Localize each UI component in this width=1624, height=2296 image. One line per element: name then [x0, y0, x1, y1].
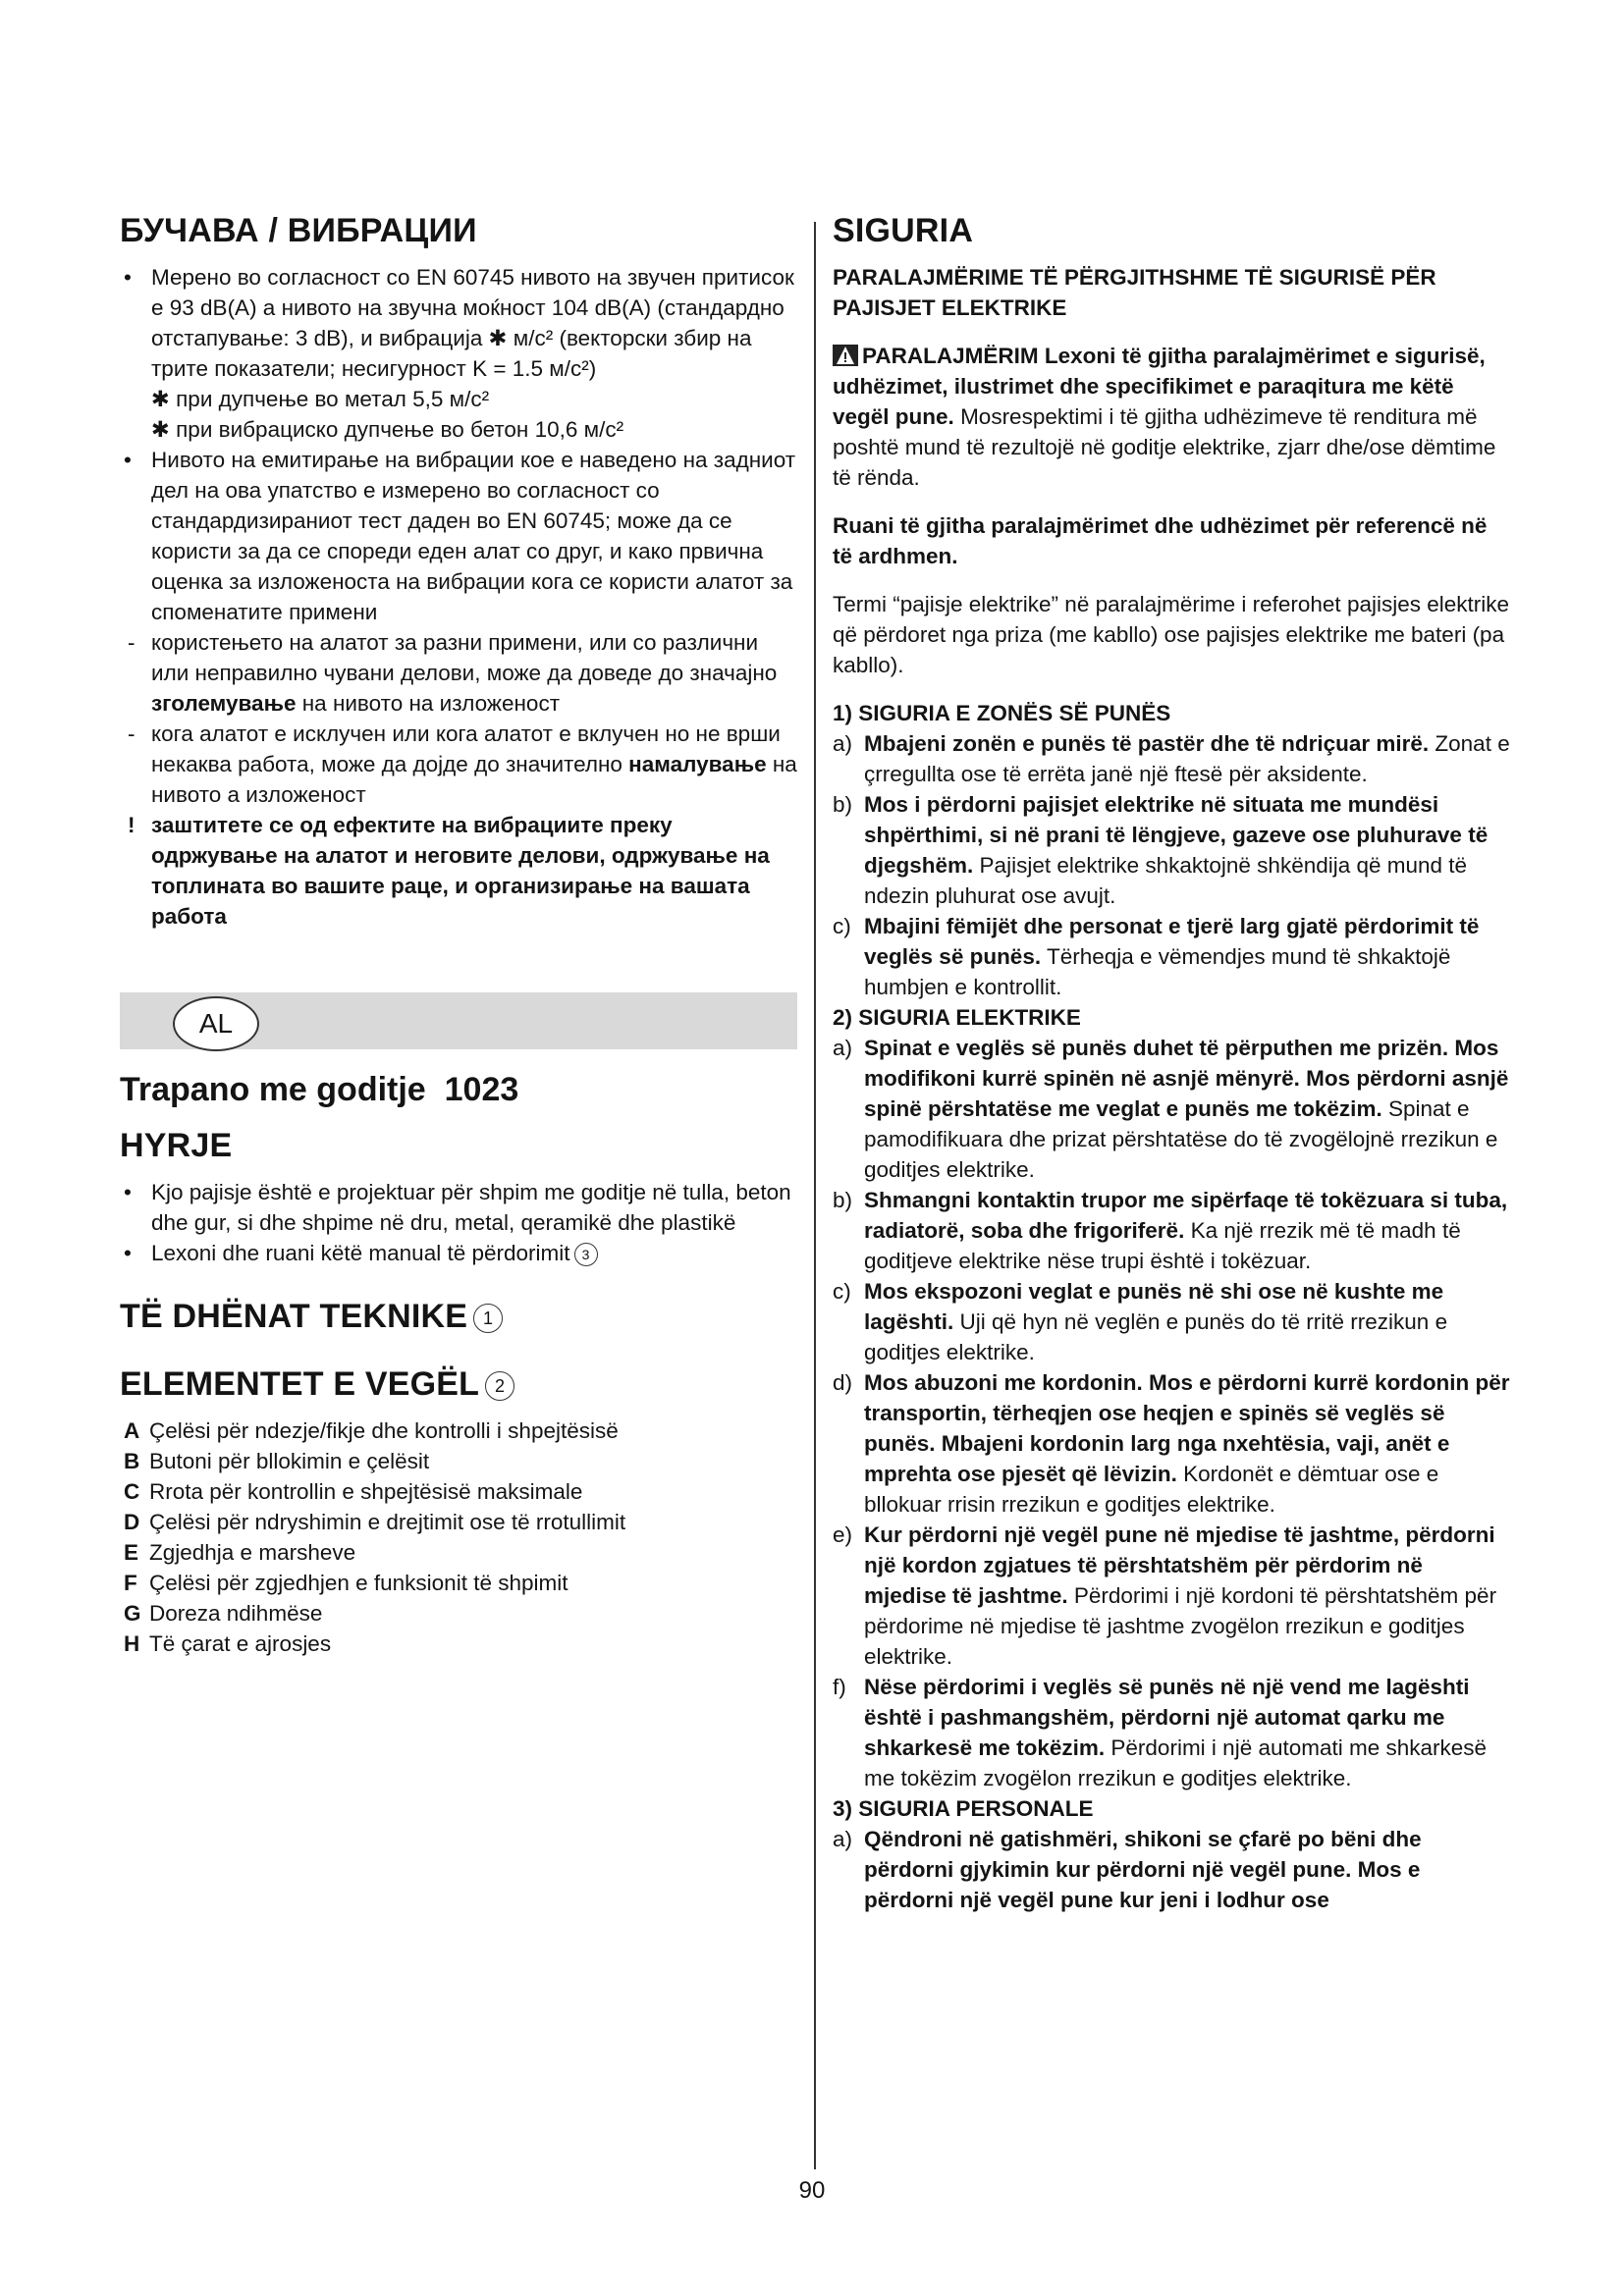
item-key: a): [833, 1036, 853, 1060]
asterisk-icon: ✱: [151, 417, 170, 442]
warning-text: Mosrespektimi i të gjitha udhëzimeve të renditura më poshtë mund të rezultojë në goditje elektrike, zjarr dhe/ose dëmtime të rënda.: [833, 404, 1496, 490]
element-key: E: [124, 1540, 139, 1565]
intro-text: Lexoni dhe ruani këtë manual të përdorimit: [151, 1241, 570, 1265]
general-warnings-heading: PARALAJMËRIME TË PËRGJITHSHME TË SIGURISË PËR PAJISJET ELEKTRIKE: [833, 265, 1436, 320]
element-item: [120, 1446, 797, 1476]
item-bold: Mos i përdorni pajisjet elektrike në situata me mundësi shpërthimi, si në prani të lëngjeve, gazeve ose pluhurave të djegshëm.: [864, 792, 1489, 878]
item-bold: Shmangni kontaktin trupor me sipërfaqe të tokëzuara si tuba, radiatorë, soba dhe frigoriferë.: [864, 1188, 1508, 1243]
element-item: [120, 1568, 797, 1598]
intro-title: HYRJE: [120, 1127, 233, 1164]
vibration-metal: при дупчење во метал 5,5 м/с²: [176, 387, 490, 411]
element-key: H: [124, 1631, 140, 1656]
vibration-list: [120, 445, 797, 627]
element-text: Zgjedhja e marsheve: [149, 1540, 356, 1565]
elements-list: [120, 1415, 797, 1659]
dash-text: користењето на алатот за разни примени, или со различни или неправилно чувани делови, може да доведе до значајно: [151, 630, 778, 685]
item-bold: Qëndroni në gatishmëri, shikoni se çfarë po bëni dhe përdorni gjykimin kur përdorni një vegël pune. Mos e përdorni një vegël pune kur jeni i lodhur ose: [864, 1827, 1422, 1912]
left-column: [120, 212, 797, 1659]
safety-item: [833, 1276, 1510, 1367]
dash-list: [120, 627, 797, 810]
item-key: f): [833, 1675, 846, 1699]
section-1-list: [833, 728, 1510, 1002]
list-item: [120, 627, 797, 719]
element-text: Rrota për kontrollin e shpejtësisë maksimale: [149, 1479, 583, 1504]
safety-item: [833, 1672, 1510, 1793]
dash-text: на нивото на изложеност: [301, 691, 560, 716]
safety-item: [833, 1033, 1510, 1185]
dash-bold: намалување: [628, 752, 767, 776]
element-text: Butoni për bllokimin e çelësit: [149, 1449, 430, 1473]
item-text: Përdorimi i një automati me shkarkesë me tokëzim zvogëlon rrezikun e goditjes elektrike.: [864, 1735, 1488, 1790]
element-key: G: [124, 1601, 141, 1626]
element-key: B: [124, 1449, 140, 1473]
element-text: Çelësi për zgjedhjen e funksionit të shpimit: [149, 1571, 568, 1595]
item-bold: Spinat e veglës së punës duhet të përputhen me prizën. Mos modifikoni kurrë spinën në asnjë mënyrë. Mos përdorni asnjë spinë përshtatëse me veglat e punës me tokëzim.: [864, 1036, 1509, 1121]
warning-triangle-icon: [833, 345, 858, 366]
dash-text: кога алатот е исклучен или кога алатот е вклучен но не врши некаква работа, може да дојде до значително: [151, 721, 781, 776]
section-3-list: [833, 1824, 1510, 1915]
item-text: Kordonët e dëmtuar ose e bllokuar rrisin rrezikun e goditjes elektrike.: [864, 1462, 1439, 1517]
vibration-warning: [120, 810, 797, 932]
item-key: b): [833, 792, 853, 817]
warning-bold: Lexoni të gjitha paralajmërimet e sigurisë, udhëzimet, ilustrimet dhe specifikimet e paraqitura me këtë vegël pune.: [833, 344, 1486, 429]
element-item: [120, 1507, 797, 1537]
asterisk-icon: ✱: [151, 387, 170, 411]
element-text: Doreza ndihmëse: [149, 1601, 323, 1626]
item-key: c): [833, 914, 851, 938]
safety-item: [833, 728, 1510, 789]
language-badge: AL: [173, 996, 259, 1051]
elements-label: ELEMENTET E VEGËL: [120, 1365, 480, 1403]
item-text: Zonat e çrregullta ose të errëta janë një ftesë për aksidente.: [864, 731, 1510, 786]
product-title: [120, 1071, 797, 1109]
safety-item: [833, 1824, 1510, 1915]
term-definition: Termi “pajisje elektrike” në paralajmërime i referohet pajisjes elektrike që përdoret nga priza (me kabllo) ose pajisjes elektrike me bateri (pa kabllo).: [833, 592, 1510, 677]
list-item: [120, 414, 797, 445]
item-bold: Nëse përdorimi i veglës së punës në një vend me lagështi është i pashmangshëm, përdorni një automat qarku me shkarkesë me tokëzim.: [864, 1675, 1470, 1760]
elements-title: [120, 1365, 797, 1404]
safety-item: [833, 1185, 1510, 1276]
item-key: e): [833, 1522, 853, 1547]
item-bold: Mos ekspozoni veglat e punës në shi ose në kushte me lagështi.: [864, 1279, 1444, 1334]
intro-list: [120, 1177, 797, 1268]
item-text: Uji që hyn në veglën e punës do të rritë rrezikun e goditjes elektrike.: [864, 1309, 1448, 1364]
item-text: Ka një rrezik më të madh të goditjeve elektrike nëse trupi është i tokëzuar.: [864, 1218, 1461, 1273]
asterisk-icon: ✱: [488, 326, 508, 350]
list-item: • Kjo pajisje është e projektuar për shpim me goditje në tulla, beton dhe gur, si dhe shpime në dru, metal, qeramikë dhe plastikë: [120, 1177, 797, 1238]
warning-paragraph: [833, 341, 1510, 493]
noise-text-cont: м/с² (векторски збир на трите показатели; несигурност K = 1.5 м/с²): [151, 326, 752, 381]
product-name: Trapano me goditje: [120, 1071, 426, 1108]
list-item: • Нивото на емитирање на вибрации кое е наведено на задниот дел на ова упатство е измерено во согласност со стандардизираниот тест даден во EN 60745; може да се користи за да се спореди еден алат со друг, и како првична оценка за изложеноста на вибрации кога се користи алатот за споменатите примени: [120, 445, 797, 627]
item-bold: Kur përdorni një vegël pune në mjedise të jashtme, përdorni një kordon zgjatues të përshtatshëm për përdorim në mjedise të jashtme.: [864, 1522, 1495, 1608]
warning-text: заштитете се од ефектите на вибрациите преку одржување на алатот и неговите делови, одржување на топлината во вашите раце, и организирање на вашата работа: [151, 813, 770, 929]
element-item: [120, 1537, 797, 1568]
safety-item: [833, 911, 1510, 1002]
item-text: Tërheqja e vëmendjes mund të shkaktojë humbjen e kontrollit.: [864, 944, 1451, 999]
list-item: [120, 384, 797, 414]
page-number: 90: [798, 2177, 826, 2204]
column-divider: [814, 222, 816, 2169]
section-1-heading: 1) SIGURIA E ZONËS SË PUNËS: [833, 701, 1171, 725]
item-key: a): [833, 731, 853, 756]
item-key: a): [833, 1827, 853, 1851]
exclamation-icon: !: [128, 813, 135, 837]
section-2-heading: 2) SIGURIA ELEKTRIKE: [833, 1005, 1081, 1030]
safety-item: [833, 1520, 1510, 1672]
item-text: Pajisjet elektrike shkaktojnë shkëndija që mund të ndezin pluhurat ose avujt.: [864, 853, 1468, 908]
item-bold: Mos abuzoni me kordonin. Mos e përdorni kurrë kordonin për transportin, tërheqjen ose heqjen e spinës së veglës së punës. Mbajeni kordonin larg nga nxehtësia, vaji, anët e mprehta ose pjesët që lëvizin.: [864, 1370, 1510, 1486]
noise-vibration-title: БУЧАВА / ВИБРАЦИИ: [120, 212, 477, 249]
noise-list: [120, 262, 797, 384]
safety-item: [833, 789, 1510, 911]
warning-label: PARALAJMËRIM: [862, 344, 1039, 368]
element-text: Çelësi për ndryshimin e drejtimit ose të rrotullimit: [149, 1510, 626, 1534]
vibration-concrete: при вибрациско дупчење во бетон 10,6 м/с²: [176, 417, 624, 442]
section-3-heading: 3) SIGURIA PERSONALE: [833, 1796, 1094, 1821]
list-item: [120, 719, 797, 810]
safety-item: [833, 1367, 1510, 1520]
element-item: [120, 1415, 797, 1446]
product-number: 1023: [444, 1071, 519, 1108]
tech-data-label: TË DHËNAT TEKNIKE: [120, 1298, 468, 1335]
item-key: c): [833, 1279, 851, 1304]
right-column: [833, 212, 1510, 1915]
section-2-list: [833, 1033, 1510, 1793]
list-item: [120, 1238, 797, 1268]
element-key: F: [124, 1571, 137, 1595]
element-key: C: [124, 1479, 140, 1504]
tech-data-title: [120, 1298, 797, 1336]
element-item: [120, 1598, 797, 1629]
figure-ref-badge: 1: [473, 1304, 503, 1333]
noise-text: Мерено во согласност со EN 60745 нивото на звучен притисок е 93 dB(A) а нивото на звучна моќност 104 dB(A) (стандардно отстапување: 3 dB), и вибрација: [151, 265, 794, 350]
item-key: b): [833, 1188, 853, 1212]
figure-ref-badge: 2: [485, 1371, 514, 1401]
element-key: D: [124, 1510, 140, 1534]
item-bold: Mbajini fëmijët dhe personat e tjerë larg gjatë përdorimit të veglës së punës.: [864, 914, 1480, 969]
item-text: Spinat e pamodifikuara dhe prizat përshtatëse do të zvogëlojnë rrezikun e goditjes elektrike.: [864, 1096, 1498, 1182]
figure-ref-badge: 3: [574, 1243, 598, 1266]
dash-text: на нивото а изложеност: [151, 752, 797, 807]
element-item: [120, 1476, 797, 1507]
list-item: [120, 262, 797, 384]
item-key: d): [833, 1370, 853, 1395]
dash-bold: зголемување: [151, 691, 297, 716]
keep-instructions: Ruani të gjitha paralajmërimet dhe udhëzimet për referencë në të ardhmen.: [833, 513, 1488, 568]
element-key: A: [124, 1418, 140, 1443]
item-text: Përdorimi i një kordoni të përshtatshëm për përdorime në mjedise të jashtme zvogëlon rrezikun e goditjes elektrike.: [864, 1583, 1497, 1669]
safety-title: SIGURIA: [833, 212, 974, 249]
language-banner: [120, 992, 797, 1049]
item-bold: Mbajeni zonën e punës të pastër dhe të ndriçuar mirë.: [864, 731, 1430, 756]
element-text: Çelësi për ndezje/fikje dhe kontrolli i shpejtësisë: [149, 1418, 619, 1443]
element-text: Të çarat e ajrosjes: [149, 1631, 332, 1656]
element-item: [120, 1629, 797, 1659]
